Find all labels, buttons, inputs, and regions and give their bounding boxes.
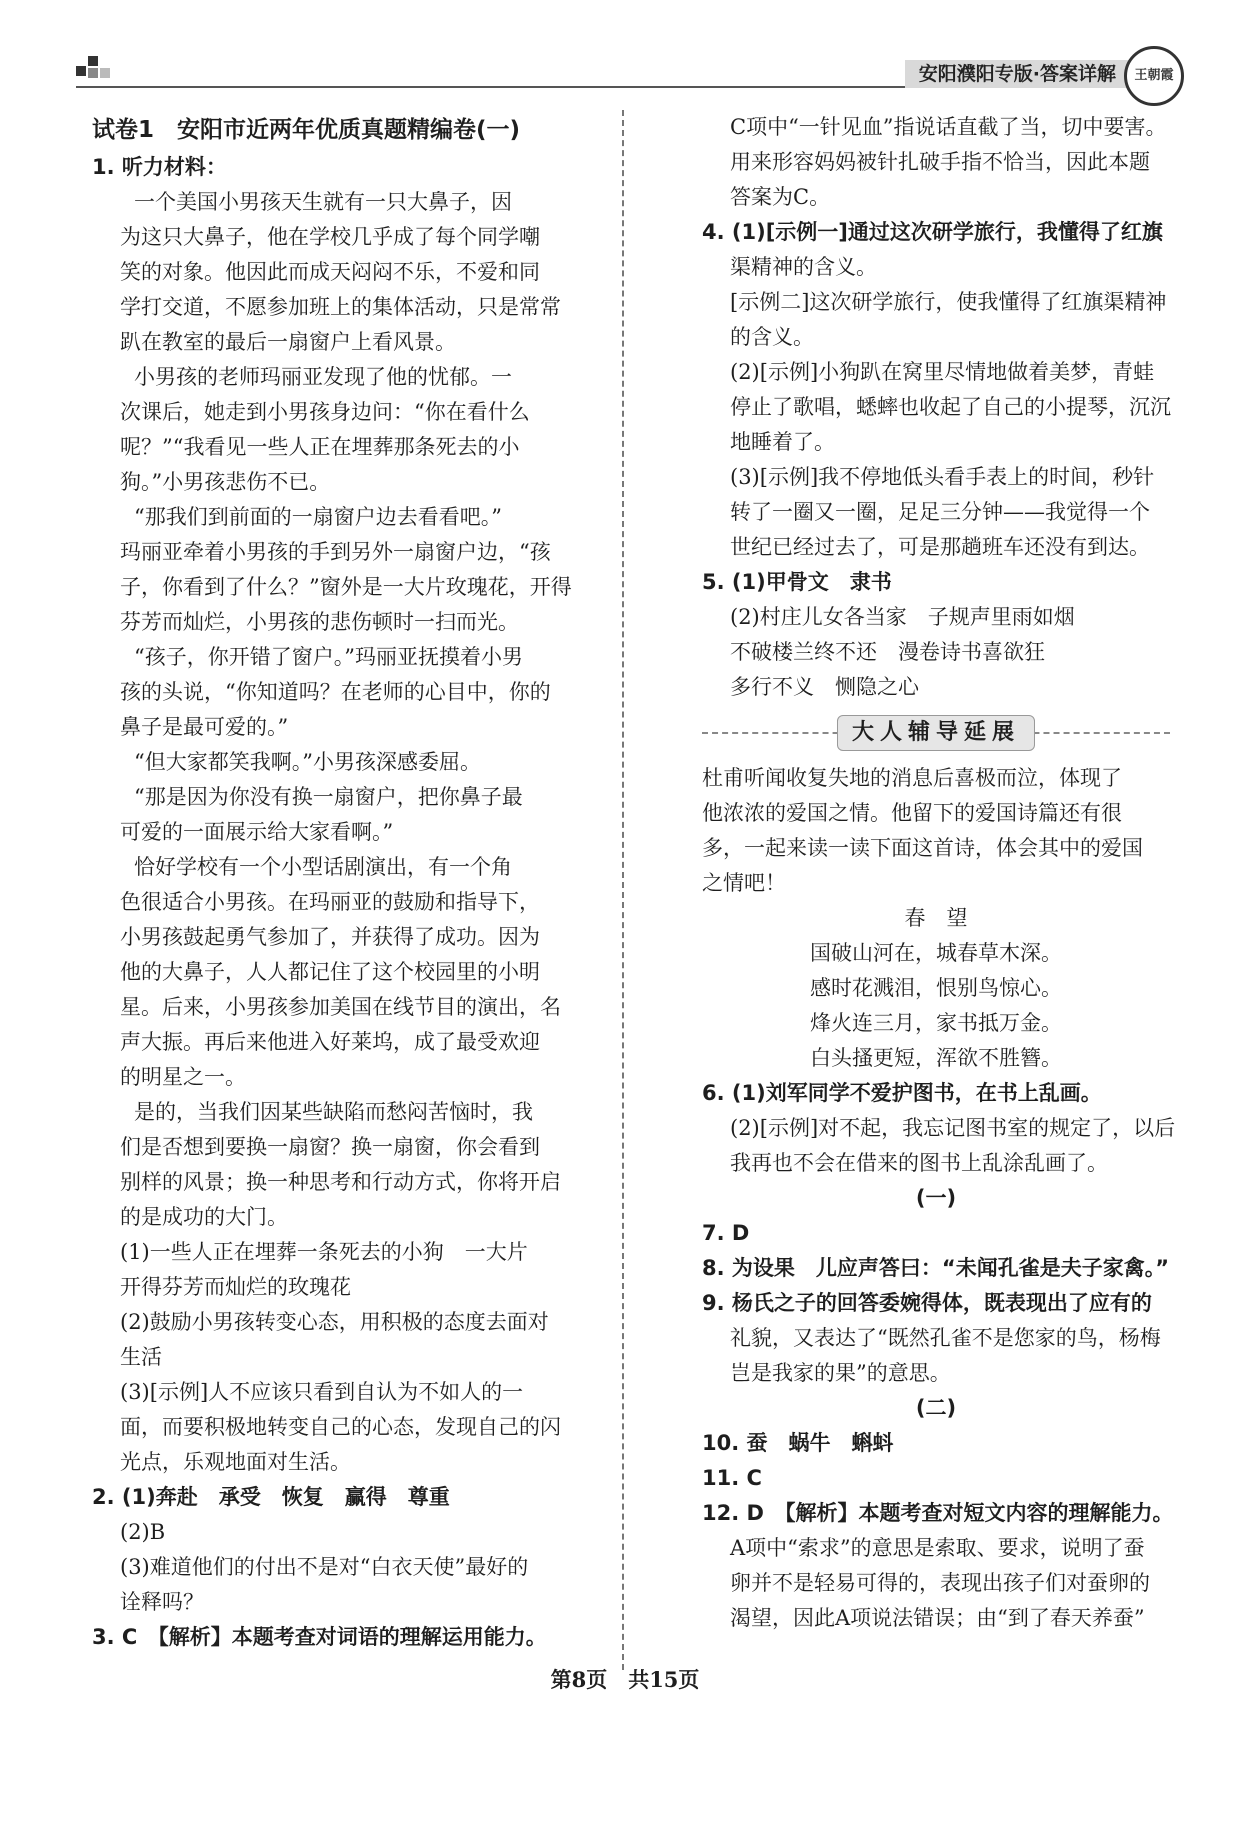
text-line: (3)[示例]我不停地低头看手表上的时间，秒针 bbox=[730, 465, 1155, 489]
text-line: 小男孩鼓起勇气参加了，并获得了成功。因为 bbox=[120, 925, 540, 949]
text-line: 渠精神的含义。 bbox=[730, 255, 877, 279]
text-line: 光点，乐观地面对生活。 bbox=[120, 1450, 351, 1474]
text-line: 10. 蚕 蜗牛 蝌蚪 bbox=[702, 1431, 894, 1455]
text-line: 5. (1)甲骨文 隶书 bbox=[702, 570, 892, 594]
text-line: 孩的头说，“你知道吗？在老师的心目中，你的 bbox=[120, 680, 551, 704]
text-line: “那我们到前面的一扇窗户边去看看吧。” bbox=[134, 505, 502, 529]
text-line: 开得芬芳而灿烂的玫瑰花 bbox=[120, 1275, 351, 1299]
text-line: 玛丽亚牵着小男孩的手到另外一扇窗户边，“孩 bbox=[120, 540, 551, 564]
text-line: “孩子，你开错了窗户。”玛丽亚抚摸着小男 bbox=[134, 645, 523, 669]
left-column bbox=[92, 110, 592, 1655]
text-line: 我再也不会在借来的图书上乱涂乱画了。 bbox=[730, 1151, 1108, 1175]
text-line: 3. C 【解析】本题考查对词语的理解运用能力。 bbox=[92, 1625, 547, 1649]
text-line: 笑的对象。他因此而成天闷闷不乐，不爱和同 bbox=[120, 260, 540, 284]
text-line: 的是成功的大门。 bbox=[120, 1205, 288, 1229]
text-line: 色很适合小男孩。在玛丽亚的鼓励和指导下， bbox=[120, 890, 540, 914]
text-line: 不破楼兰终不还 漫卷诗书喜欲狂 bbox=[730, 640, 1045, 664]
text-line: 8. 为设果 儿应声答曰：“未闻孔雀是夫子家禽。” bbox=[702, 1256, 1170, 1280]
text-line: 2. (1)奔赴 承受 恢复 赢得 尊重 bbox=[92, 1485, 450, 1509]
text-line: 国破山河在，城春草木深。 bbox=[810, 941, 1062, 965]
text-line: 狗。”小男孩悲伤不已。 bbox=[120, 470, 331, 494]
text-line: 岂是我家的果”的意思。 bbox=[730, 1361, 951, 1385]
text-line: (2)鼓励小男孩转变心态，用积极的态度去面对 bbox=[120, 1310, 549, 1334]
text-line: (2)[示例]小狗趴在窝里尽情地做着美梦，青蛙 bbox=[730, 360, 1155, 384]
text-line: 多，一起来读一读下面这首诗，体会其中的爱国 bbox=[702, 836, 1143, 860]
text-line: 卵并不是轻易可得的，表现出孩子们对蚕卵的 bbox=[730, 1571, 1150, 1595]
text-line: (2)村庄儿女各当家 子规声里雨如烟 bbox=[730, 605, 1075, 629]
text-line: 7. D bbox=[702, 1221, 750, 1245]
right-answer-lines-a bbox=[702, 110, 1170, 705]
text-line: 次课后，她走到小男孩身边问：“你在看什么 bbox=[120, 400, 530, 424]
text-line: [示例二]这次研学旅行，使我懂得了红旗渠精神 bbox=[730, 290, 1167, 314]
text-line: 面，而要积极地转变自己的心态，发现自己的闪 bbox=[120, 1415, 561, 1439]
header-squares-icon bbox=[76, 56, 116, 86]
text-line: 停止了歌唱，蟋蟀也收起了自己的小提琴，沉沉 bbox=[730, 395, 1171, 419]
column-divider bbox=[622, 110, 624, 1670]
text-line: (1)一些人正在埋葬一条死去的小狗 一大片 bbox=[120, 1240, 528, 1264]
text-line: 们是否想到要换一扇窗？换一扇窗，你会看到 bbox=[120, 1135, 540, 1159]
text-line: 多行不义 恻隐之心 bbox=[730, 675, 919, 699]
text-line: 转了一圈又一圈，足足三分钟——我觉得一个 bbox=[730, 500, 1150, 524]
text-line: 小男孩的老师玛丽亚发现了他的忧郁。一 bbox=[134, 365, 512, 389]
text-line: (2)[示例]对不起，我忘记图书室的规定了，以后 bbox=[730, 1116, 1176, 1140]
text-line: 别样的风景；换一种思考和行动方式，你将开启 bbox=[120, 1170, 561, 1194]
text-line: (3)难道他们的付出不是对“白衣天使”最好的 bbox=[120, 1555, 529, 1579]
text-line: 鼻子是最可爱的。” bbox=[120, 715, 289, 739]
text-line: 子，你看到了什么？”窗外是一大片玫瑰花，开得 bbox=[120, 575, 572, 599]
text-line: 为这只大鼻子，他在学校几乎成了每个同学嘲 bbox=[120, 225, 540, 249]
text-line: 的含义。 bbox=[730, 325, 814, 349]
text-line: 用来形容妈妈被针扎破手指不恰当，因此本题 bbox=[730, 150, 1150, 174]
text-line: 春 望 bbox=[904, 906, 968, 930]
text-line: 感时花溅泪，恨别鸟惊心。 bbox=[810, 976, 1062, 1000]
text-line: A项中“索求”的意思是索取、要求，说明了蚕 bbox=[730, 1536, 1145, 1560]
text-line: 趴在教室的最后一扇窗户上看风景。 bbox=[120, 330, 456, 354]
text-line: 9. 杨氏之子的回答委婉得体，既表现出了应有的 bbox=[702, 1291, 1152, 1315]
text-line: 星。后来，小男孩参加美国在线节目的演出，名 bbox=[120, 995, 561, 1019]
text-line: 呢？”“我看见一些人正在埋葬那条死去的小 bbox=[120, 435, 520, 459]
text-line: 他浓浓的爱国之情。他留下的爱国诗篇还有很 bbox=[702, 801, 1122, 825]
page-footer: 第8页 共15页 bbox=[550, 1667, 700, 1692]
text-line: 1. 听力材料： bbox=[92, 155, 227, 179]
right-answer-lines-b bbox=[702, 761, 1176, 1636]
text-line: 一个美国小男孩天生就有一只大鼻子，因 bbox=[134, 190, 512, 214]
text-line: 答案为C。 bbox=[730, 185, 831, 209]
header-badge: 安阳濮阳专版·答案详解 bbox=[905, 60, 1130, 88]
text-line: 11. C bbox=[702, 1466, 762, 1490]
text-line: 生活 bbox=[120, 1345, 162, 1369]
text-line: 12. D 【解析】本题考查对短文内容的理解能力。 bbox=[702, 1501, 1174, 1525]
text-line: 礼貌，又表达了“既然孔雀不是您家的鸟，杨梅 bbox=[730, 1326, 1161, 1350]
parent-extension-banner bbox=[702, 711, 1170, 755]
text-line: C项中“一针见血”指说话直截了当，切中要害。 bbox=[730, 115, 1167, 139]
text-line: (二) bbox=[915, 1396, 957, 1420]
text-line: 恰好学校有一个小型话剧演出，有一个角 bbox=[134, 855, 512, 879]
text-line: 杜甫听闻收复失地的消息后喜极而泣，体现了 bbox=[702, 766, 1122, 790]
text-line: (3)[示例]人不应该只看到自认为不如人的一 bbox=[120, 1380, 524, 1404]
text-line: “但大家都笑我啊。”小男孩深感委屈。 bbox=[134, 750, 481, 774]
banner-label: 大人辅导延展 bbox=[837, 715, 1035, 751]
text-line: 白头搔更短，浑欲不胜簪。 bbox=[810, 1046, 1062, 1070]
text-line: 6. (1)刘军同学不爱护图书，在书上乱画。 bbox=[702, 1081, 1102, 1105]
text-line: 声大振。再后来他进入好莱坞，成了最受欢迎 bbox=[120, 1030, 540, 1054]
text-line: 芬芳而灿烂，小男孩的悲伤顿时一扫而光。 bbox=[120, 610, 519, 634]
text-line: (2)B bbox=[120, 1520, 166, 1544]
text-line: 4. (1)[示例一]通过这次研学旅行，我懂得了红旗 bbox=[702, 220, 1163, 244]
text-line: 诠释吗？ bbox=[120, 1590, 204, 1614]
text-line: 之情吧！ bbox=[702, 871, 786, 895]
text-line: 他的大鼻子，人人都记住了这个校园里的小明 bbox=[120, 960, 540, 984]
text-line: 学打交道，不愿参加班上的集体活动，只是常常 bbox=[120, 295, 561, 319]
text-line: 地睡着了。 bbox=[730, 430, 835, 454]
paper-title: 试卷1 安阳市近两年优质真题精编卷(一) bbox=[92, 117, 521, 143]
text-line: 的明星之一。 bbox=[120, 1065, 246, 1089]
text-line: 是的，当我们因某些缺陷而愁闷苦恼时，我 bbox=[134, 1100, 533, 1124]
text-line: 世纪已经过去了，可是那趟班车还没有到达。 bbox=[730, 535, 1150, 559]
text-line: (一) bbox=[915, 1186, 957, 1210]
text-line: 烽火连三月，家书抵万金。 bbox=[810, 1011, 1062, 1035]
text-line: “那是因为你没有换一扇窗户，把你鼻子最 bbox=[134, 785, 523, 809]
text-line: 渴望，因此A项说法错误；由“到了春天养蚕” bbox=[730, 1606, 1145, 1630]
text-line: 可爱的一面展示给大家看啊。” bbox=[120, 820, 394, 844]
right-column bbox=[702, 110, 1176, 1636]
left-answer-lines bbox=[92, 150, 592, 1655]
brand-seal-logo: 王朝霞 bbox=[1124, 46, 1184, 106]
